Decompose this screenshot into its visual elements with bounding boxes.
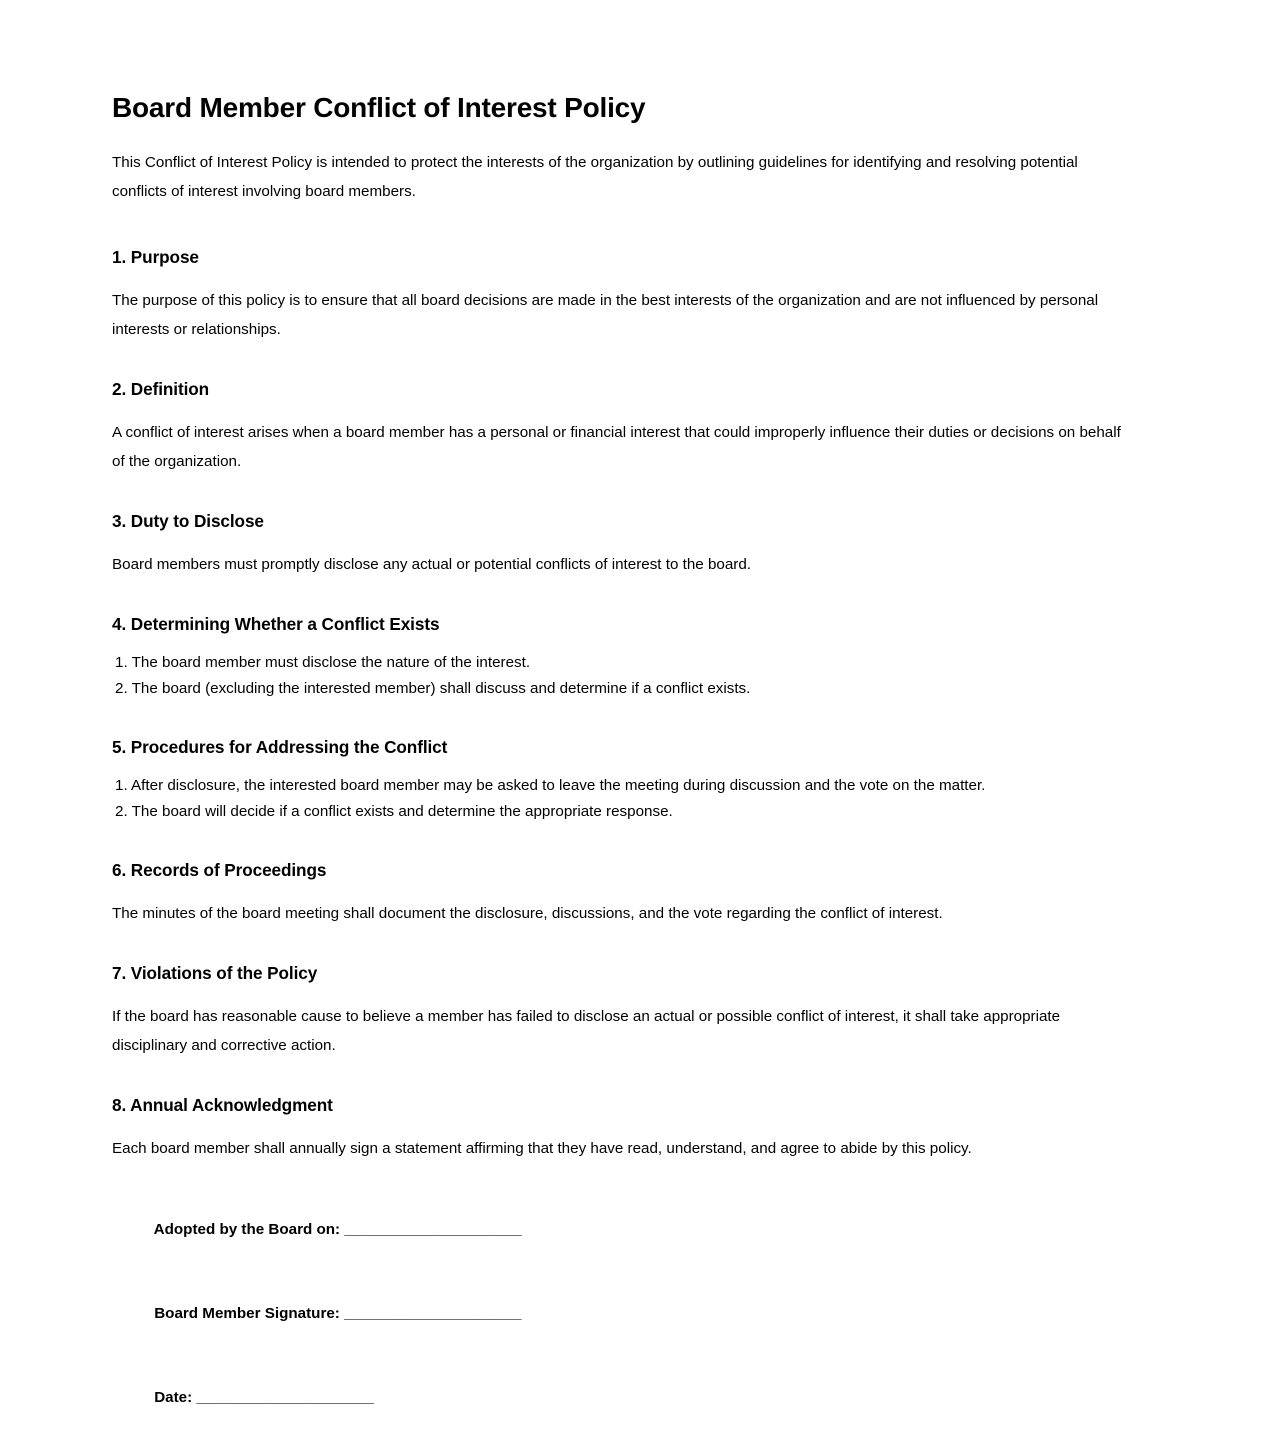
spacer bbox=[112, 1163, 1132, 1197]
spacer bbox=[112, 1347, 1132, 1365]
spacer bbox=[112, 1060, 1132, 1094]
section-heading: 6. Records of Proceedings bbox=[112, 860, 327, 880]
adopted-by-board-rule[interactable]: _____________________ bbox=[344, 1221, 522, 1238]
adopted-by-board-label: Adopted by the Board on: bbox=[153, 1221, 345, 1238]
spacer bbox=[112, 881, 1132, 899]
section-heading: 8. Annual Acknowledgment bbox=[112, 1095, 333, 1115]
signature-block bbox=[112, 1197, 1132, 1431]
date-label: Date: bbox=[154, 1389, 197, 1406]
section-paragraph: A conflict of interest arises when a board member has a personal or financial interest that could improperly influence their duties or decisions on behalf of the organization. bbox=[112, 424, 1121, 470]
section-paragraph: If the board has reasonable cause to believe a member has failed to disclose an actual or possible conflict of interest, it shall take appropriate disciplinary and corrective action. bbox=[112, 1008, 1061, 1054]
spacer bbox=[112, 702, 1132, 736]
board-member-signature-label: Board Member Signature: bbox=[154, 1305, 345, 1322]
list-item: 1. The board member must disclose the nature of the interest. bbox=[115, 654, 531, 671]
date-rule[interactable]: _____________________ bbox=[196, 1389, 374, 1406]
spacer bbox=[112, 1263, 1132, 1281]
board-member-signature-field bbox=[112, 1281, 1132, 1347]
intro-paragraph: This Conflict of Interest Policy is intended to protect the interests of the organization by outlining guidelines for identifying and resolving potential conflicts of interest involving board members. bbox=[112, 154, 1078, 200]
section-4-determining-conflict bbox=[112, 613, 1132, 702]
document-body bbox=[112, 148, 1132, 1431]
numbered-list bbox=[112, 650, 1132, 702]
spacer bbox=[112, 758, 1132, 773]
spacer bbox=[112, 825, 1132, 859]
section-8-annual-acknowledgment bbox=[112, 1094, 1132, 1163]
list-item: 1. After disclosure, the interested board member may be asked to leave the meeting during discussion and the vote on the matter. bbox=[115, 777, 986, 794]
section-paragraph: The purpose of this policy is to ensure that all board decisions are made in the best interests of the organization and are not influenced by personal interests or relationships. bbox=[112, 292, 1099, 338]
adopted-by-board-field bbox=[112, 1197, 1132, 1263]
list-item: 2. The board will decide if a conflict exists and determine the appropriate response. bbox=[115, 803, 673, 820]
page-title: Board Member Conflict of Interest Policy bbox=[112, 92, 646, 123]
section-2-definition bbox=[112, 378, 1132, 476]
section-3-duty-to-disclose bbox=[112, 510, 1132, 579]
spacer bbox=[112, 532, 1132, 550]
spacer bbox=[112, 344, 1132, 378]
section-heading: 5. Procedures for Addressing the Conflict bbox=[112, 737, 448, 757]
spacer bbox=[112, 579, 1132, 613]
spacer bbox=[112, 268, 1132, 286]
spacer bbox=[112, 1116, 1132, 1134]
spacer bbox=[112, 635, 1132, 650]
section-heading: 7. Violations of the Policy bbox=[112, 963, 318, 983]
section-heading: 3. Duty to Disclose bbox=[112, 511, 264, 531]
section-paragraph: Each board member shall annually sign a statement affirming that they have read, understand, and agree to abide by this policy. bbox=[112, 1140, 972, 1157]
spacer bbox=[112, 400, 1132, 418]
section-5-procedures bbox=[112, 736, 1132, 825]
spacer bbox=[112, 984, 1132, 1002]
date-field bbox=[112, 1365, 1132, 1431]
section-1-purpose bbox=[112, 246, 1132, 344]
numbered-list bbox=[112, 773, 1132, 825]
board-member-signature-rule[interactable]: _____________________ bbox=[344, 1305, 522, 1322]
section-7-violations bbox=[112, 962, 1132, 1060]
spacer bbox=[112, 476, 1132, 510]
section-heading: 4. Determining Whether a Conflict Exists bbox=[112, 614, 440, 634]
section-heading: 1. Purpose bbox=[112, 247, 199, 267]
section-6-records bbox=[112, 859, 1132, 928]
spacer bbox=[112, 206, 1132, 246]
list-item: 2. The board (excluding the interested member) shall discuss and determine if a conflict exists. bbox=[115, 680, 751, 697]
spacer bbox=[112, 928, 1132, 962]
section-paragraph: The minutes of the board meeting shall document the disclosure, discussions, and the vote regarding the conflict of interest. bbox=[112, 905, 943, 922]
section-heading: 2. Definition bbox=[112, 379, 210, 399]
section-paragraph: Board members must promptly disclose any actual or potential conflicts of interest to the board. bbox=[112, 556, 752, 573]
